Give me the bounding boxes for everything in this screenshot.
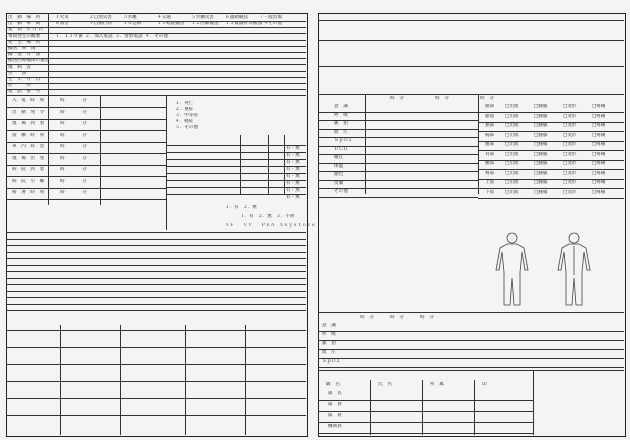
rule (478, 188, 624, 189)
call-type-item: ２．加入電話 (85, 34, 113, 39)
region-option: □疼痛 (592, 104, 606, 109)
rule (6, 130, 166, 131)
call-type-item: ４．その他 (145, 34, 168, 39)
rule (533, 370, 534, 435)
rule (6, 330, 306, 331)
sig-col-label: 職 名 (326, 382, 340, 387)
left-row-label: 住 所 (8, 83, 31, 89)
vital-row-label: ＳｐＯ２ (334, 138, 353, 143)
region-option: □出血 (505, 142, 519, 147)
region-option: □疼痛 (592, 170, 606, 176)
vital-row-label: 顔色 (334, 172, 344, 177)
body-region-label: 背部 (485, 151, 495, 157)
vital-row-label: ＥＣＧ (334, 146, 348, 152)
recheck-time-col: 時 分 (360, 315, 374, 320)
body-region-label: 腹部 (485, 142, 495, 147)
rule (268, 135, 269, 195)
vital-row-label: その他 (334, 189, 348, 194)
rule (318, 197, 478, 198)
time-row-label: 出 動 発 令 (12, 109, 45, 115)
bystander-option: ２．無 (258, 214, 272, 219)
region-option: □出血 (505, 180, 519, 185)
classification-item: １０急病 (123, 21, 142, 26)
rule (6, 284, 306, 285)
region-option: □疼痛 (592, 180, 606, 185)
body-front-figure (482, 230, 542, 310)
time-hour-unit: 時 (60, 144, 65, 149)
rule (6, 27, 306, 28)
time-row-label: 車 内 収 容 (12, 144, 45, 149)
rule (6, 71, 306, 72)
rule (6, 64, 306, 65)
time-hour-unit: 時 (60, 121, 65, 126)
rule (166, 145, 306, 146)
rule (120, 325, 121, 435)
left-row-label: 覚 知 年 月 日 (8, 27, 44, 33)
rule (6, 271, 306, 272)
rule (6, 258, 306, 259)
rule (6, 142, 166, 143)
region-option: □疼痛 (592, 123, 606, 128)
severity-item: ３．中等症 (175, 113, 198, 118)
rule (6, 398, 306, 399)
vital-row-label: 体温 (334, 163, 344, 169)
region-option: □疼痛 (592, 189, 606, 195)
time-hour-unit: 時 (60, 132, 65, 138)
classification-item: １４その他 (259, 21, 282, 26)
body-region-label: 上肢 (485, 180, 495, 185)
region-option: □腫脹 (534, 170, 548, 176)
rule (318, 180, 478, 181)
rule (318, 154, 478, 155)
rule (318, 400, 533, 401)
time-min-unit: 分 (82, 190, 87, 195)
region-option: □腫脹 (534, 113, 548, 119)
rule (474, 380, 475, 435)
left-row-label: 出 動 場 所 (8, 15, 41, 20)
recheck-row-label: 意 識 (322, 323, 336, 328)
region-option: □腫脹 (534, 142, 548, 147)
region-option: □変形 (563, 170, 577, 176)
left-row-label: 搬送医療機関の選定 (8, 58, 50, 64)
recheck-row-label: 呼 吸 (322, 332, 336, 337)
rule (318, 367, 624, 368)
classification-item: ３水難 (123, 15, 137, 20)
rule (6, 188, 166, 189)
classification-item: ５労働災害 (191, 15, 214, 20)
left-row-label: 電 話 番 号 (8, 89, 41, 95)
rule (6, 153, 166, 154)
region-option: □変形 (563, 113, 577, 119)
region-option: □疼痛 (592, 161, 606, 166)
rule (318, 120, 478, 121)
rule (6, 83, 306, 84)
region-option: □変形 (563, 161, 577, 166)
severity-item: １．死亡 (175, 101, 194, 106)
classification-item: １火災 (55, 15, 69, 20)
time-hour-unit: 時 (60, 98, 65, 103)
rule (6, 33, 306, 34)
time-row-label: 現 場 出 発 (12, 155, 45, 161)
rule (6, 58, 306, 59)
rule (166, 95, 167, 230)
sig-row-label: 隊 長 (328, 391, 342, 396)
rule (6, 381, 306, 382)
vital-time-col: 時 分 (435, 96, 449, 101)
region-option: □変形 (563, 151, 577, 157)
body-region-label: 下肢 (485, 189, 495, 195)
rule (478, 150, 624, 151)
rule (478, 141, 624, 142)
time-min-unit: 分 (82, 109, 87, 115)
region-option: □疼痛 (592, 132, 606, 138)
left-row-label: 性 別 (8, 70, 27, 76)
time-hour-unit: 時 (60, 155, 65, 161)
severity-item: ５．その他 (175, 125, 198, 130)
region-option: □腫脹 (534, 104, 548, 109)
region-option: □出血 (505, 170, 519, 176)
hospital-yes-no: 有・無 (286, 181, 300, 186)
recheck-time-col: 時 分 (420, 315, 434, 320)
region-option: □変形 (563, 180, 577, 185)
rule (6, 21, 306, 22)
left-row-label: 搬 送 方 法 (8, 52, 41, 58)
body-back-figure (544, 230, 604, 310)
rule (60, 325, 61, 435)
hospital-yes-no: 有・無 (286, 153, 300, 158)
left-row-label: 発 生 場 所 (8, 39, 41, 45)
hospital-yes-no: 有・無 (286, 188, 300, 193)
vital-row-label: 瞳孔 (334, 155, 344, 160)
rule (318, 129, 478, 130)
classification-item: １３資器材等搬送 (225, 21, 262, 26)
vital-row-label: 皮膚 (334, 180, 344, 186)
rule (6, 415, 306, 416)
region-option: □出血 (505, 189, 519, 195)
classification-item: ９自損行為 (89, 21, 112, 26)
rule (6, 165, 166, 166)
rule (6, 245, 306, 246)
region-option: □出血 (505, 132, 519, 138)
witness-option: １．有 (225, 205, 239, 210)
rule (318, 370, 624, 371)
body-region-label: 頭部 (485, 104, 495, 109)
classification-item: ４交通 (157, 15, 171, 20)
hospital-yes-no: 有・無 (286, 167, 300, 172)
time-min-unit: 分 (82, 144, 87, 149)
rule (48, 13, 49, 95)
left-row-label: 事故発生の概要 (8, 33, 41, 39)
region-option: □出血 (505, 123, 519, 128)
body-region-label: 頚部 (485, 123, 495, 128)
rule (166, 187, 306, 188)
time-hour-unit: 時 (60, 109, 65, 115)
region-option: □出血 (505, 151, 519, 157)
time-hour-unit: 時 (60, 178, 65, 184)
rule (166, 166, 306, 167)
rule (478, 160, 624, 161)
rule (318, 411, 533, 412)
rule (478, 169, 624, 170)
vital-row-label: 呼 吸 (334, 112, 348, 118)
rule (6, 199, 166, 200)
rule (478, 122, 624, 123)
region-option: □腫脹 (534, 189, 548, 195)
vital-row-label: 血 圧 (334, 129, 348, 135)
witness-option: ２．無 (243, 205, 257, 210)
time-hour-unit: 時 (60, 190, 65, 195)
call-type-item: ３．警察電話 (115, 34, 143, 39)
left-row-label: 搬送 車 両 (8, 46, 36, 51)
recheck-row-label: 脈 拍 (322, 341, 336, 346)
sig-col-label: 所 属 (430, 382, 444, 387)
left-row-label: 生 年 月 日 (8, 77, 41, 82)
rule (318, 188, 478, 189)
rule (318, 349, 624, 350)
rule (6, 304, 306, 305)
rule (6, 77, 306, 78)
rule (318, 137, 478, 138)
bystander-option: ３．不明 (276, 214, 295, 219)
body-region-label: 胸部 (485, 132, 495, 138)
sig-col-label: 印 (482, 382, 487, 387)
rule (166, 159, 306, 160)
bystander-option: １．有 (240, 214, 254, 219)
rule (318, 422, 533, 423)
region-option: □腫脹 (534, 151, 548, 157)
rule (6, 52, 306, 53)
rule (318, 433, 533, 434)
hospital-yes-no: 有・無 (286, 174, 300, 179)
severity-item: ４．軽症 (175, 119, 194, 124)
region-option: □変形 (563, 189, 577, 195)
rule (245, 325, 246, 435)
rule (6, 232, 306, 233)
sig-row-label: 隊 員 (328, 413, 342, 418)
recheck-row-label: 血 圧 (322, 350, 336, 355)
rule (318, 163, 478, 164)
vital-time-col: 時 分 (390, 96, 404, 101)
region-option: □疼痛 (592, 113, 606, 119)
rule (240, 135, 241, 195)
rhythm-option: Ａｓｙｓｔｏｌｅ (279, 223, 316, 228)
region-option: □変形 (563, 132, 577, 138)
region-option: □出血 (505, 113, 519, 119)
region-option: □変形 (563, 104, 577, 109)
region-option: □腫脹 (534, 132, 548, 138)
rule (6, 310, 306, 311)
classification-item: ２自然災害 (89, 15, 112, 20)
sig-row-label: 隊 員 (328, 402, 342, 407)
time-row-label: 入 電 時 刻 (12, 98, 45, 103)
body-region-label: 腰部 (485, 161, 495, 166)
rule (166, 194, 306, 195)
body-region-label: 臀部 (485, 170, 495, 176)
rule (6, 347, 306, 348)
rule (166, 173, 306, 174)
region-option: □変形 (563, 123, 577, 128)
time-hour-unit: 時 (60, 167, 65, 172)
rule (6, 95, 306, 96)
vital-time-col: 時 分 (480, 96, 494, 101)
region-option: □変形 (563, 142, 577, 147)
right-form (318, 13, 626, 437)
rhythm-option: ＶＦ (225, 223, 235, 228)
rule (6, 107, 166, 108)
classification-item: １１転院搬送 (157, 21, 185, 26)
rule (166, 180, 306, 181)
hospital-yes-no: 有・無 (286, 146, 300, 151)
vital-row-label: 脈 拍 (334, 121, 348, 126)
region-option: □出血 (505, 161, 519, 166)
rhythm-option: ＰＥＡ (261, 223, 275, 228)
rule (6, 265, 306, 266)
time-min-unit: 分 (82, 178, 87, 184)
time-row-label: 現 場 到 着 (12, 121, 45, 126)
rule (6, 119, 166, 120)
rule (6, 278, 306, 279)
hospital-yes-no: 有・無 (286, 160, 300, 165)
rule (318, 112, 478, 113)
rule (166, 152, 306, 153)
rule (478, 198, 624, 199)
rule (48, 95, 49, 205)
rule (478, 179, 624, 180)
call-type-item: １．１１９番 (55, 34, 83, 39)
left-row-label: 出 動 車 両 (8, 21, 41, 27)
rule (422, 380, 423, 435)
rule (6, 291, 306, 292)
time-min-unit: 分 (82, 98, 87, 103)
time-min-unit: 分 (82, 132, 87, 138)
classification-item: １２医師搬送 (191, 21, 219, 26)
rule (365, 94, 366, 194)
recheck-time-col: 時 分 (390, 315, 404, 320)
classification-item: ６運動競技 (225, 15, 248, 20)
region-option: □出血 (505, 104, 519, 109)
rule (318, 94, 624, 95)
time-row-label: 病 院 引 継 (12, 178, 45, 184)
rule (318, 146, 478, 147)
time-min-unit: 分 (82, 121, 87, 126)
rule (6, 239, 306, 240)
classification-item: ８加害 (55, 21, 69, 26)
time-min-unit: 分 (82, 167, 87, 172)
vital-row-label: 意 識 (334, 104, 348, 109)
rule (370, 380, 371, 435)
rule (6, 364, 306, 365)
rule (185, 325, 186, 435)
rule (6, 89, 306, 90)
sig-row-label: 機関員 (328, 424, 342, 429)
region-option: □腫脹 (534, 161, 548, 166)
rule (6, 40, 306, 41)
rhythm-option: ＶＴ (243, 223, 253, 228)
region-option: □腫脹 (534, 123, 548, 128)
hospital-yes-no: 有・無 (286, 195, 300, 200)
rule (6, 297, 306, 298)
rule (318, 340, 624, 341)
rule (318, 358, 624, 359)
severity-item: ２．重症 (175, 107, 194, 112)
rule (318, 171, 478, 172)
rule (318, 312, 624, 313)
sig-col-label: 氏 名 (378, 382, 392, 387)
region-option: □疼痛 (592, 151, 606, 157)
time-row-label: 病 院 到 着 (12, 167, 45, 172)
rule (318, 40, 624, 41)
classification-item: ７一般負傷 (259, 15, 282, 20)
rule (478, 112, 624, 113)
body-region-label: 顔面 (485, 113, 495, 119)
rule (478, 131, 624, 132)
recheck-row-label: ＳｐＯ２ (322, 359, 341, 364)
time-row-label: 帰 署 時 刻 (12, 190, 45, 195)
rule (284, 135, 285, 195)
time-row-label: 接 触 時 刻 (12, 132, 45, 138)
left-row-label: 傷 病 者 (8, 64, 31, 70)
rule (100, 95, 101, 205)
rule (318, 331, 624, 332)
rule (6, 46, 306, 47)
rule (6, 252, 306, 253)
rule (6, 176, 166, 177)
region-option: □腫脹 (534, 180, 548, 185)
time-min-unit: 分 (82, 155, 87, 161)
rule (318, 66, 624, 67)
rule (318, 20, 624, 21)
region-option: □疼痛 (592, 142, 606, 147)
